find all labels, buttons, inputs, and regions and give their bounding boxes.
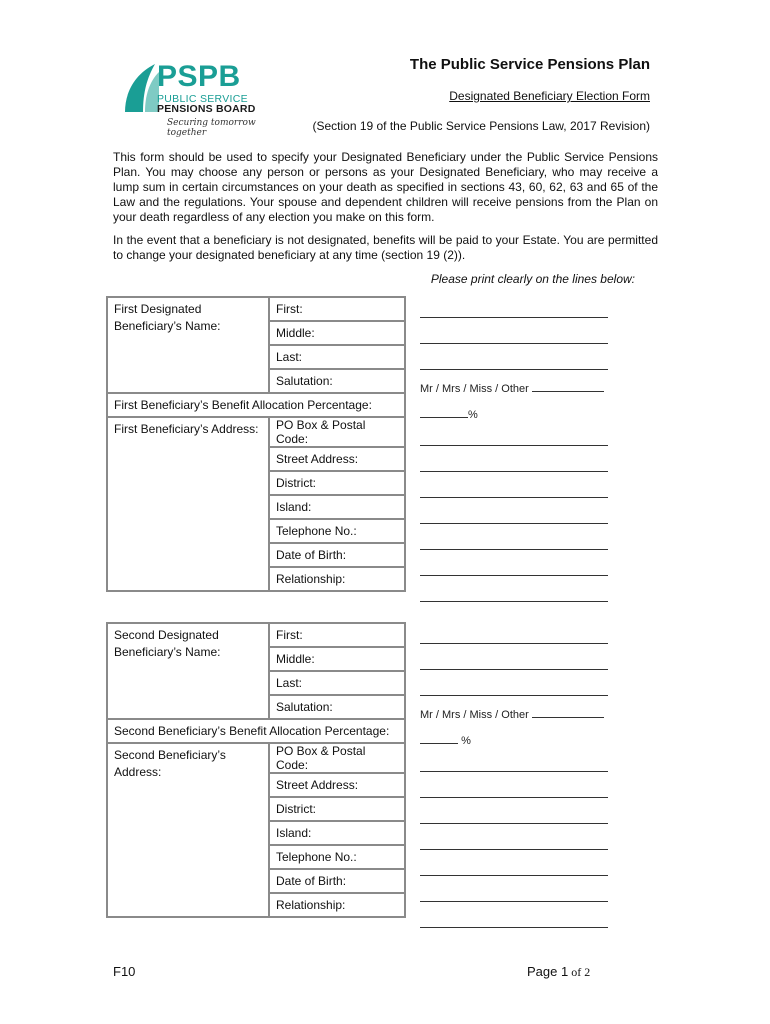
second-relationship-input[interactable] xyxy=(420,917,608,931)
second-relationship-label: Relationship: xyxy=(269,893,405,917)
pspb-logo xyxy=(121,60,261,138)
second-po-box-label: PO Box & Postal Code: xyxy=(269,743,405,773)
second-telephone-label: Telephone No.: xyxy=(269,845,405,869)
first-percent-sign: % xyxy=(468,409,478,421)
first-allocation-input[interactable] xyxy=(420,407,478,421)
second-district-label: District: xyxy=(269,797,405,821)
first-middle-name-input[interactable] xyxy=(420,333,608,347)
first-street-label: Street Address: xyxy=(269,447,405,471)
second-salutation-input[interactable] xyxy=(420,707,604,721)
first-address-label: First Beneficiary’s Address: xyxy=(107,417,269,591)
second-middle-name-label: Middle: xyxy=(269,647,405,671)
section-reference: (Section 19 of the Public Service Pensions Law, 2017 Revision) xyxy=(312,119,650,133)
first-last-name-label: Last: xyxy=(269,345,405,369)
sail-logo-icon xyxy=(121,62,161,114)
second-po-box-input[interactable] xyxy=(420,761,608,775)
first-district-input[interactable] xyxy=(420,487,608,501)
page-number xyxy=(527,964,590,980)
first-name-label xyxy=(107,297,269,393)
second-first-name-input[interactable] xyxy=(420,633,608,647)
second-percent-sign: % xyxy=(461,735,471,747)
first-name-label-line2: Beneficiary’s Name: xyxy=(114,319,221,333)
first-salutation-input[interactable] xyxy=(420,381,604,395)
second-name-label-line1: Second Designated xyxy=(114,628,219,642)
first-salutation-label: Salutation: xyxy=(269,369,405,393)
form-subtitle: Designated Beneficiary Election Form xyxy=(449,89,650,103)
second-name-label xyxy=(107,623,269,719)
first-district-label: District: xyxy=(269,471,405,495)
second-beneficiary-table xyxy=(106,622,406,918)
first-beneficiary-table xyxy=(106,296,406,592)
first-relationship-label: Relationship: xyxy=(269,567,405,591)
second-allocation-input[interactable] xyxy=(420,733,471,747)
first-dob-input[interactable] xyxy=(420,565,608,579)
first-last-name-input[interactable] xyxy=(420,359,608,373)
second-street-label: Street Address: xyxy=(269,773,405,797)
second-name-label-line2: Beneficiary’s Name: xyxy=(114,645,221,659)
second-island-input[interactable] xyxy=(420,839,608,853)
first-relationship-input[interactable] xyxy=(420,591,608,605)
first-middle-name-label: Middle: xyxy=(269,321,405,345)
second-address-label-line2: Address: xyxy=(114,765,162,779)
first-salutation-options: Mr / Mrs / Miss / Other xyxy=(420,383,529,395)
second-dob-input[interactable] xyxy=(420,891,608,905)
page-prefix: Page xyxy=(527,964,561,979)
logo-wordmark: PSPB xyxy=(157,60,241,93)
logo-line-2: PENSIONS BOARD xyxy=(157,103,256,115)
page-title: The Public Service Pensions Plan xyxy=(409,56,650,73)
page-suffix: of 2 xyxy=(568,965,591,979)
first-name-label-line1: First Designated xyxy=(114,302,202,316)
first-po-box-label: PO Box & Postal Code: xyxy=(269,417,405,447)
page-current: 1 xyxy=(560,964,569,979)
first-telephone-label: Telephone No.: xyxy=(269,519,405,543)
first-po-box-input[interactable] xyxy=(420,435,608,449)
first-island-input[interactable] xyxy=(420,513,608,527)
logo-line-1: PUBLIC SERVICE xyxy=(157,93,248,105)
print-instruction: Please print clearly on the lines below: xyxy=(430,272,635,286)
second-last-name-label: Last: xyxy=(269,671,405,695)
first-first-name-input[interactable] xyxy=(420,307,608,321)
second-middle-name-input[interactable] xyxy=(420,659,608,673)
second-salutation-label: Salutation: xyxy=(269,695,405,719)
second-allocation-label: Second Beneficiary’s Benefit Allocation Percentage: xyxy=(107,719,405,743)
logo-tagline: Securing tomorrow together xyxy=(167,118,256,138)
first-island-label: Island: xyxy=(269,495,405,519)
second-telephone-input[interactable] xyxy=(420,865,608,879)
form-code: F10 xyxy=(113,964,136,979)
second-address-label-line1: Second Beneficiary’s xyxy=(114,748,226,762)
second-last-name-input[interactable] xyxy=(420,685,608,699)
first-telephone-input[interactable] xyxy=(420,539,608,553)
second-first-name-label: First: xyxy=(269,623,405,647)
first-dob-label: Date of Birth: xyxy=(269,543,405,567)
second-salutation-options: Mr / Mrs / Miss / Other xyxy=(420,709,529,721)
second-address-label xyxy=(107,743,269,917)
second-district-input[interactable] xyxy=(420,813,608,827)
intro-paragraph-2: In the event that a beneficiary is not designated, benefits will be paid to your Estate. You are permitted to change your designated beneficiary at any time (section 19 (2)). xyxy=(113,233,658,262)
second-island-label: Island: xyxy=(269,821,405,845)
first-allocation-label: First Beneficiary’s Benefit Allocation Percentage: xyxy=(107,393,405,417)
first-street-input[interactable] xyxy=(420,461,608,475)
intro-paragraph-1: This form should be used to specify your Designated Beneficiary under the Public Service Pensions Plan. You may choose any person or persons as your Designated Beneficiary, who may receive a lump sum in certain circumstances on your death as specified in sections 43, 60, 62, 63 and 65 of the Law and the regulations. Your spouse and dependent children will receive pensions from the Plan on your death regardless of any election you make on this form. xyxy=(113,150,658,224)
first-first-name-label: First: xyxy=(269,297,405,321)
second-dob-label: Date of Birth: xyxy=(269,869,405,893)
second-street-input[interactable] xyxy=(420,787,608,801)
